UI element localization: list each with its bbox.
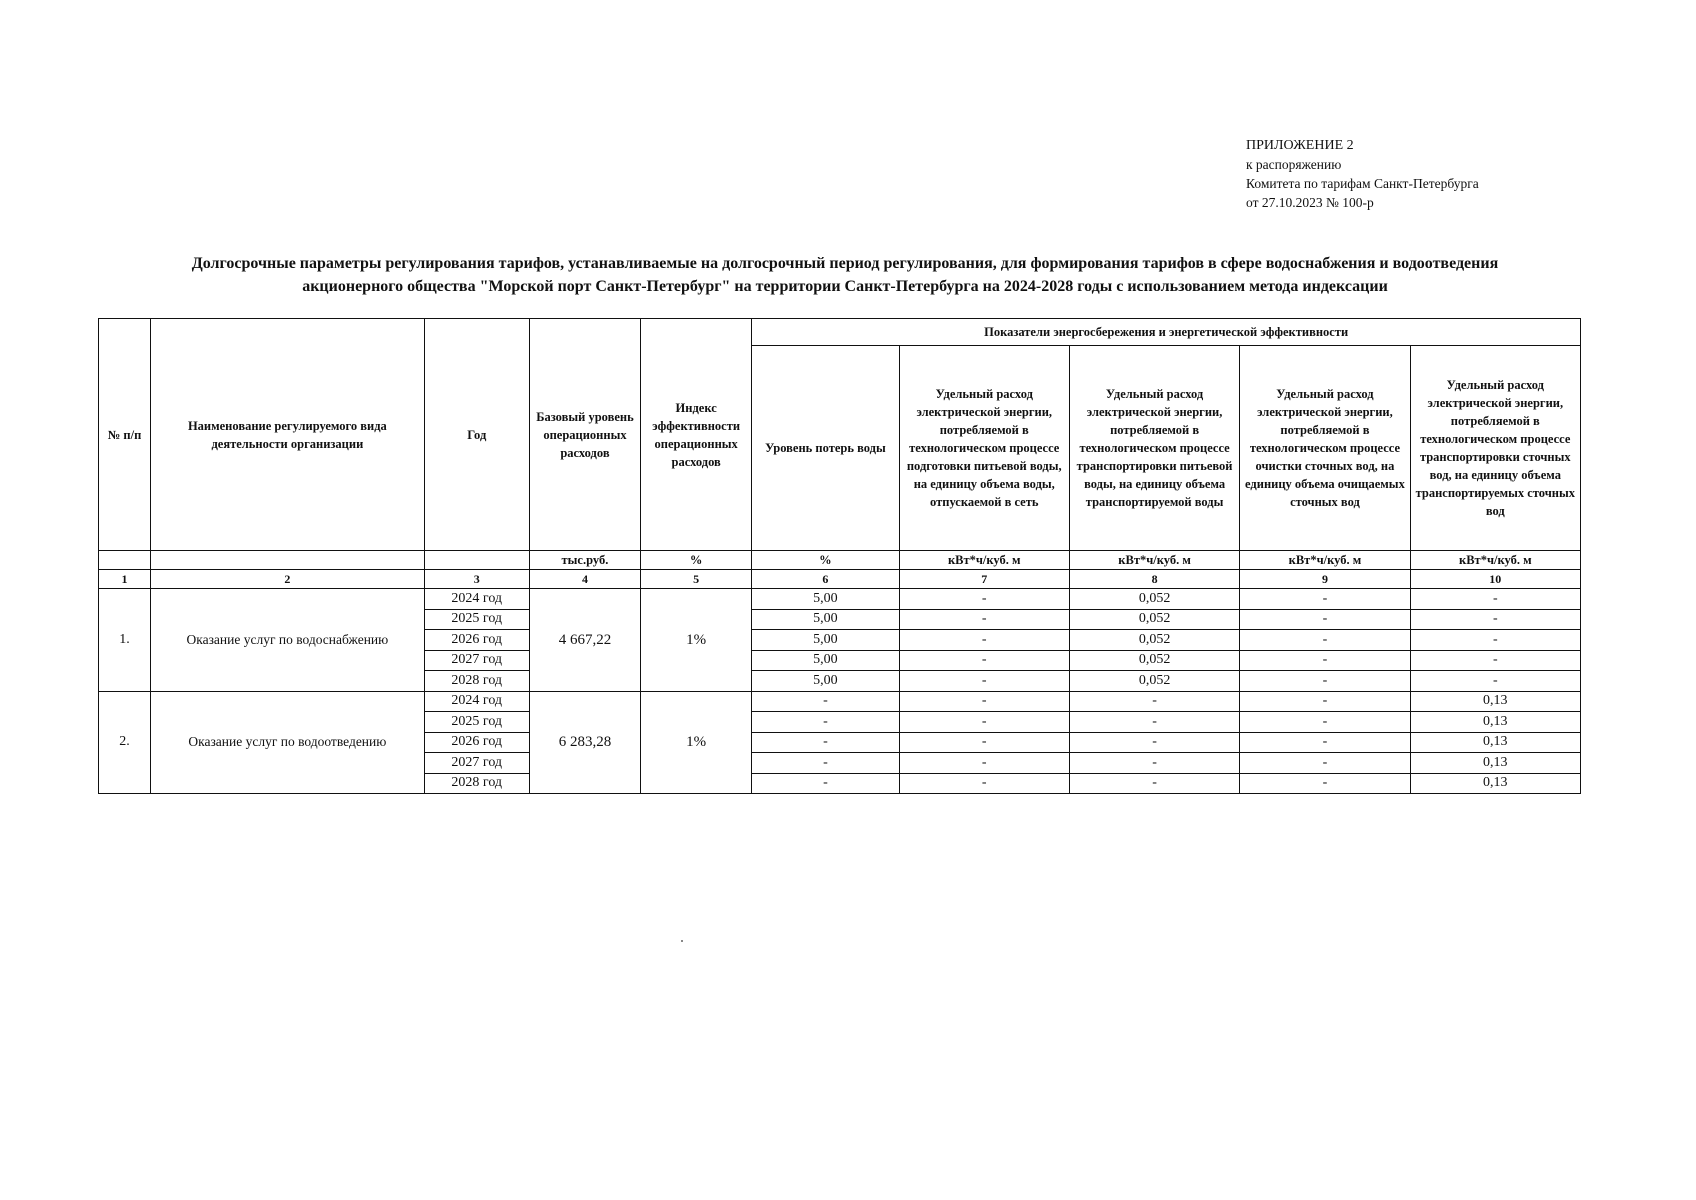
unit-cell-empty: [151, 551, 425, 570]
unit-base-costs: тыс.руб.: [529, 551, 640, 570]
base-costs-value: 4 667,22: [529, 589, 640, 692]
energy-sewage-transport-value: -: [1410, 630, 1580, 651]
energy-transport-value: -: [1069, 732, 1239, 753]
water-loss-value: -: [752, 691, 899, 712]
unit-water-loss: %: [752, 551, 899, 570]
energy-transport-value: -: [1069, 712, 1239, 733]
water-loss-value: 5,00: [752, 589, 899, 610]
appendix-date: от 27.10.2023 № 100-р: [1246, 195, 1374, 210]
header-num: № п/п: [99, 319, 151, 551]
appendix-line: к распоряжению: [1246, 157, 1342, 172]
activity-name: Оказание услуг по водоотведению: [151, 691, 425, 794]
energy-prep-value: -: [899, 773, 1069, 794]
energy-treatment-value: -: [1240, 630, 1410, 651]
appendix-title: ПРИЛОЖЕНИЕ 2: [1246, 138, 1354, 153]
document-title-line-2: акционерного общества "Морской порт Санкт-Петербург" на территории Санкт-Петербурга на 2024-2028 годы с использованием метода индексации: [302, 278, 1388, 295]
energy-prep-value: -: [899, 671, 1069, 692]
column-number: 9: [1240, 570, 1410, 589]
column-number: 4: [529, 570, 640, 589]
efficiency-index-value: 1%: [641, 589, 752, 692]
energy-treatment-value: -: [1240, 753, 1410, 774]
energy-sewage-transport-value: -: [1410, 589, 1580, 610]
energy-treatment-value: -: [1240, 732, 1410, 753]
activity-name: Оказание услуг по водоснабжению: [151, 589, 425, 692]
year-cell: 2024 год: [424, 691, 529, 712]
year-cell: 2026 год: [424, 630, 529, 651]
header-base-costs: Базовый уровень операционных расходов: [529, 319, 640, 551]
year-cell: 2024 год: [424, 589, 529, 610]
year-cell: 2027 год: [424, 753, 529, 774]
base-costs-value: 6 283,28: [529, 691, 640, 794]
water-loss-value: 5,00: [752, 630, 899, 651]
table-row: [99, 589, 1581, 610]
document-title: [90, 252, 1600, 298]
water-loss-value: -: [752, 732, 899, 753]
year-cell: 2025 год: [424, 609, 529, 630]
column-number: 3: [424, 570, 529, 589]
unit-energy-treatment: кВт*ч/куб. м: [1240, 551, 1410, 570]
water-loss-value: 5,00: [752, 609, 899, 630]
header-year: Год: [424, 319, 529, 551]
energy-treatment-value: -: [1240, 589, 1410, 610]
table-row: [99, 691, 1581, 712]
header-efficiency-index: Индекс эффективности операционных расходов: [641, 319, 752, 551]
energy-sewage-transport-value: 0,13: [1410, 732, 1580, 753]
energy-transport-value: 0,052: [1069, 630, 1239, 651]
header-activity: Наименование регулируемого вида деятельности организации: [151, 319, 425, 551]
energy-transport-value: 0,052: [1069, 650, 1239, 671]
water-loss-value: 5,00: [752, 650, 899, 671]
row-num: 1.: [99, 589, 151, 692]
column-number: 2: [151, 570, 425, 589]
water-loss-value: 5,00: [752, 671, 899, 692]
energy-sewage-transport-value: -: [1410, 671, 1580, 692]
water-loss-value: -: [752, 753, 899, 774]
energy-transport-value: 0,052: [1069, 671, 1239, 692]
row-num: 2.: [99, 691, 151, 794]
energy-sewage-transport-value: 0,13: [1410, 753, 1580, 774]
energy-treatment-value: -: [1240, 712, 1410, 733]
water-loss-value: -: [752, 712, 899, 733]
energy-sewage-transport-value: 0,13: [1410, 773, 1580, 794]
unit-cell-empty: [424, 551, 529, 570]
appendix-block: [1246, 136, 1479, 212]
energy-prep-value: -: [899, 732, 1069, 753]
column-number: 6: [752, 570, 899, 589]
energy-treatment-value: -: [1240, 773, 1410, 794]
energy-transport-value: -: [1069, 753, 1239, 774]
energy-treatment-value: -: [1240, 609, 1410, 630]
column-number: 7: [899, 570, 1069, 589]
energy-prep-value: -: [899, 650, 1069, 671]
energy-prep-value: -: [899, 630, 1069, 651]
energy-prep-value: -: [899, 609, 1069, 630]
column-number: 8: [1069, 570, 1239, 589]
year-cell: 2026 год: [424, 732, 529, 753]
energy-prep-value: -: [899, 753, 1069, 774]
header-energy-prep: Удельный расход электрической энергии, потребляемой в технологическом процессе подготовки питьевой воды, на единицу объема воды, отпускаемой в сеть: [899, 346, 1069, 551]
energy-prep-value: -: [899, 712, 1069, 733]
unit-energy-prep: кВт*ч/куб. м: [899, 551, 1069, 570]
energy-sewage-transport-value: 0,13: [1410, 691, 1580, 712]
energy-treatment-value: -: [1240, 671, 1410, 692]
column-number: 5: [641, 570, 752, 589]
energy-sewage-transport-value: -: [1410, 650, 1580, 671]
energy-sewage-transport-value: -: [1410, 609, 1580, 630]
header-energy-treatment: Удельный расход электрической энергии, потребляемой в технологическом процессе очистки сточных вод, на единицу объема очищаемых сточных вод: [1240, 346, 1410, 551]
column-number: 10: [1410, 570, 1580, 589]
unit-efficiency-index: %: [641, 551, 752, 570]
year-cell: 2027 год: [424, 650, 529, 671]
energy-treatment-value: -: [1240, 691, 1410, 712]
energy-prep-value: -: [899, 691, 1069, 712]
year-cell: 2028 год: [424, 773, 529, 794]
header-energy-group: Показатели энергосбережения и энергетической эффективности: [752, 319, 1581, 346]
energy-transport-value: 0,052: [1069, 609, 1239, 630]
efficiency-index-value: 1%: [641, 691, 752, 794]
scan-speck: [681, 940, 683, 942]
energy-prep-value: -: [899, 589, 1069, 610]
tariff-parameters-table: [98, 318, 1581, 794]
appendix-line: Комитета по тарифам Санкт-Петербурга: [1246, 176, 1479, 191]
year-cell: 2025 год: [424, 712, 529, 733]
energy-transport-value: -: [1069, 773, 1239, 794]
unit-energy-sewage-transport: кВт*ч/куб. м: [1410, 551, 1580, 570]
energy-transport-value: 0,052: [1069, 589, 1239, 610]
unit-cell-empty: [99, 551, 151, 570]
energy-sewage-transport-value: 0,13: [1410, 712, 1580, 733]
energy-treatment-value: -: [1240, 650, 1410, 671]
header-water-loss: Уровень потерь воды: [752, 346, 899, 551]
header-energy-transport: Удельный расход электрической энергии, потребляемой в технологическом процессе транспортировки питьевой воды, на единицу объема транспортируемой воды: [1069, 346, 1239, 551]
year-cell: 2028 год: [424, 671, 529, 692]
water-loss-value: -: [752, 773, 899, 794]
document-title-line-1: Долгосрочные параметры регулирования тарифов, устанавливаемые на долгосрочный период регулирования, для формирования тарифов в сфере водоснабжения и водоотведения: [191, 255, 1499, 272]
column-number: 1: [99, 570, 151, 589]
energy-transport-value: -: [1069, 691, 1239, 712]
header-energy-sewage-transport: Удельный расход электрической энергии, потребляемой в технологическом процессе транспортировки сточных вод, на единицу объема транспортируемых сточных вод: [1410, 346, 1580, 551]
unit-energy-transport: кВт*ч/куб. м: [1069, 551, 1239, 570]
